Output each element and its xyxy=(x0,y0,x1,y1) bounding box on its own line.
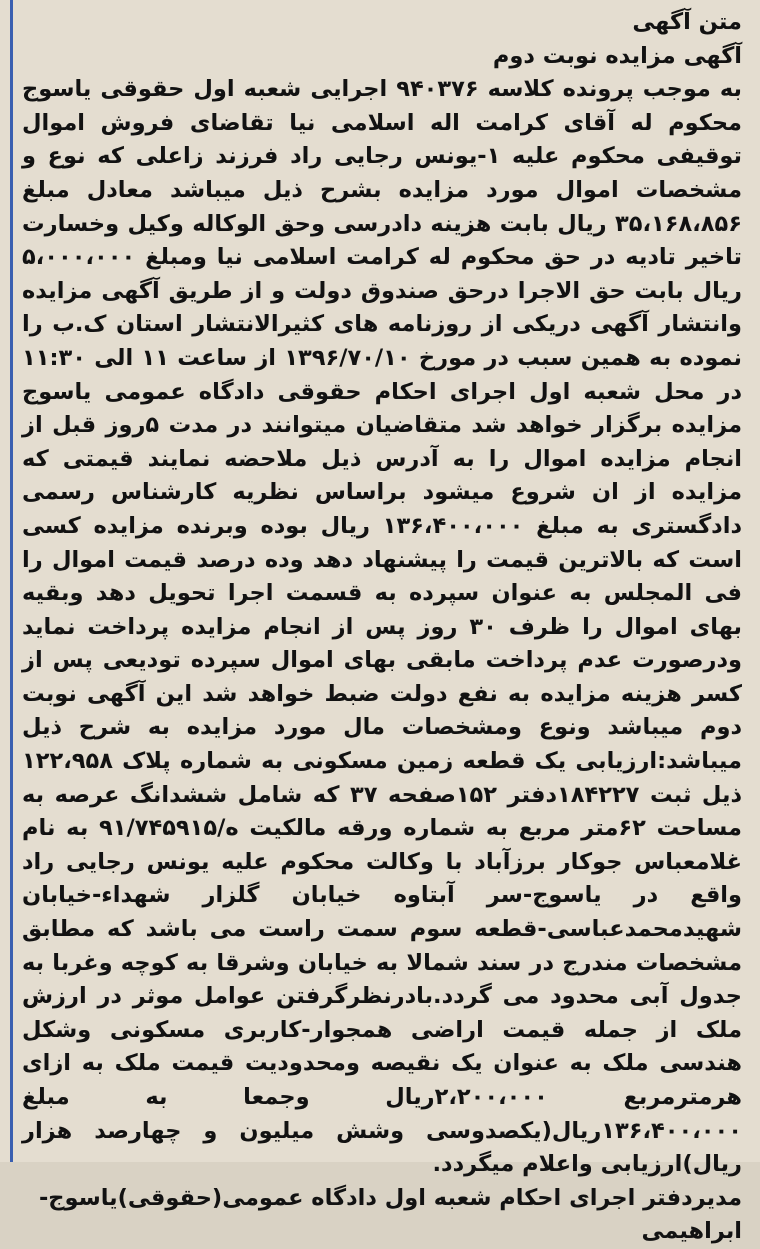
auction-notice xyxy=(22,6,742,1245)
notice-subtitle: آگهی مزایده نوبت دوم xyxy=(492,42,742,69)
column-border xyxy=(10,0,13,1162)
notice-title: متن آگهی xyxy=(632,9,742,35)
notice-body: به موجب پرونده کلاسه ۹۴۰۳۷۶ اجرایی شعبه اول حقوقی یاسوج محکوم له آقای کرامت اله اسلامی نیا تقاضای فروش اموال توقیفی محکوم علیه ۱-یونس رجایی راد فرزند زاعلی که نوع و مشخصات اموال مورد مزایده بشرح ذیل میباشد معادل مبلغ ۳۵،۱۶۸،۸۵۶ ریال بابت هزینه دادرسی وحق الوکاله وکیل وخسارت تاخیر تادیه در حق محکوم له کرامت اسلامی نیا ومبلغ ۵،۰۰۰،۰۰۰ ریال بابت حق الاجرا درحق صندوق دولت و از طریق آگهی مزایده وانتشار آگهی دریکی از روزنامه های کثیرالانتشار استان ک.ب را نموده به همین سبب در مورخ ۱۳۹۶/۷۰/۱۰ از ساعت ۱۱ الی ۱۱:۳۰ در محل شعبه اول اجرای احکام حقوقی دادگاه عمومی یاسوج مزایده برگزار خواهد شد متقاضیان میتوانند در مدت ۵روز قبل از انجام مزایده اموال را به آدرس ذیل ملاحضه نمایند قیمتی که مزایده از ان شروع میشود براساس نظریه کارشناس رسمی دادگستری به مبلغ ۱۳۶،۴۰۰،۰۰۰ ریال بوده وبرنده مزایده کسی است که بالاترین قیمت را پیشنهاد دهد وده درصد قیمت اموال را فی المجلس به عنوان سپرده به قسمت اجرا تحویل دهد وبقیه بهای اموال را ظرف ۳۰ روز پس از انجام مزایده پرداخت نماید ودرصورت عدم پرداخت مابقی بهای اموال سپرده تودیعی پس از کسر هزینه مزایده به نفع دولت ضبط خواهد شد این آگهی نوبت دوم میباشد ونوع ومشخصات مال مورد مزایده به شرح ذیل میباشد:ارزیابی یک قطعه زمین مسکونی به شماره پلاک ۱۲۲،۹۵۸ ذیل ثبت ۱۸۴۲۲۷دفتر ۱۵۲صفحه ۳۷ که شامل ششدانگ عرصه به مساحت ۶۲متر مربع به شماره ورقه مالکیت ه/۹۱/۷۴۵۹۱۵ به نام غلامعباس جوکار برزآباد با وکالت محکوم علیه یونس رجایی راد واقع در یاسوج-سر آبتاوه خیابان گلزار شهداء-خیابان شهیدمحمدعباسی-قطعه سوم سمت راست می باشد که مطابق مشخصات مندرج در سند شمالا به خیابان وشرقا به کوچه وغربا به جدول آبی محدود می گردد.بادرنظرگرفتن عوامل موثر در ارزش ملک از جمله قیمت اراضی همجوار-کاربری مسکونی وشکل هندسی ملک به عنوان یک نقیصه ومحدودیت قیمت ملک به ازای هرمترمربع ۲،۲۰۰،۰۰۰ریال وجمعا به مبلغ ۱۳۶،۴۰۰،۰۰۰ریال(یکصدوسی وشش میلیون و چهارصد هزار ریال)ارزیابی واعلام میگردد. xyxy=(22,76,742,1178)
notice-signature xyxy=(22,1182,742,1249)
signature-name: ابراهیمی xyxy=(641,1218,742,1245)
signature-office: مدیردفتر اجرای احکام شعبه اول دادگاه عمومی(حقوقی)یاسوج- xyxy=(38,1184,742,1211)
